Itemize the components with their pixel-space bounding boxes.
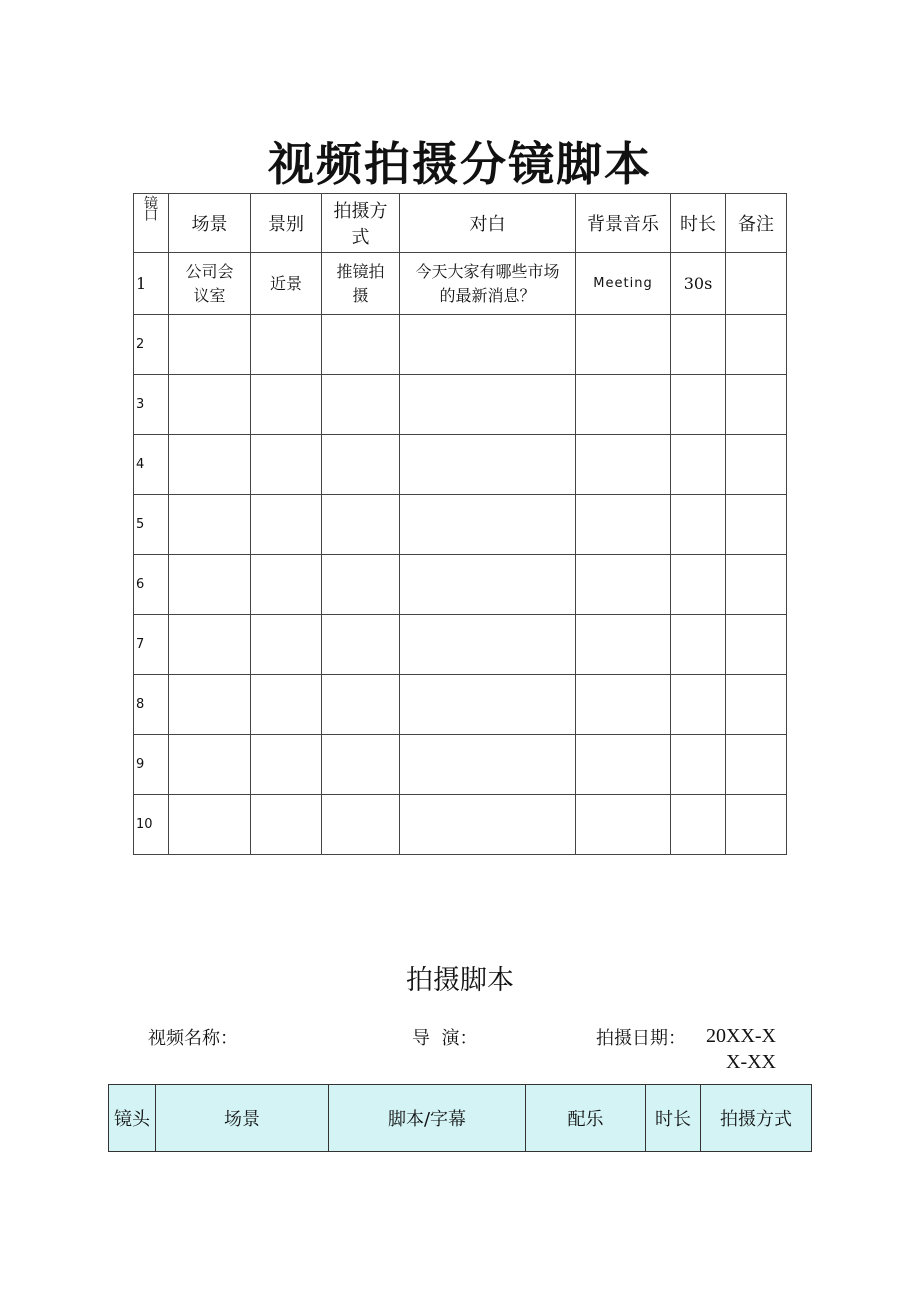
scene-cell [169,795,251,855]
header-scene: 场景 [169,194,251,253]
shot-number: 9 [134,735,169,795]
table-row [134,253,787,315]
dialogue-cell [400,555,576,615]
shot-size-cell [251,315,322,375]
notes-cell [726,555,787,615]
bgm-cell [576,615,671,675]
header-duration: 时长 [671,194,726,253]
header-camera-method: 拍摄方式 [701,1085,812,1152]
dialogue-cell [400,795,576,855]
director-label: 导 演： [412,1028,478,1049]
notes-cell [726,735,787,795]
header-duration: 时长 [646,1085,701,1152]
bgm-cell [576,495,671,555]
header-shot: 镜头 [109,1085,156,1152]
section-title: 拍摄脚本 [406,965,514,996]
header-shot: 镜 口 [134,194,169,253]
camera-method-cell [322,315,400,375]
notes-cell [726,435,787,495]
duration-cell [671,555,726,615]
scene-cell [169,615,251,675]
script-table [108,1084,812,1152]
table-row [134,615,787,675]
bgm-cell [576,795,671,855]
header-camera-method: 拍摄方式 [322,194,400,253]
shot-size-cell [251,495,322,555]
duration-cell [671,615,726,675]
shoot-date-value: 20XX-XX-XX [706,1025,776,1073]
table-row [134,675,787,735]
scene-cell [169,735,251,795]
shot-size-cell [251,435,322,495]
notes-cell [726,675,787,735]
scene-cell [169,675,251,735]
notes-cell [726,495,787,555]
duration-cell [671,315,726,375]
dialogue-cell [400,615,576,675]
camera-method-cell: 推镜拍摄 [322,253,400,315]
scene-cell: 公司会议室 [169,253,251,315]
dialogue-cell [400,315,576,375]
notes-cell [726,375,787,435]
notes-cell [726,795,787,855]
header-music: 配乐 [526,1085,646,1152]
duration-cell: 30s [671,253,726,315]
table-row [134,315,787,375]
shot-number: 4 [134,435,169,495]
dialogue-cell [400,735,576,795]
dialogue-cell [400,375,576,435]
notes-cell [726,615,787,675]
scene-cell [169,495,251,555]
duration-cell [671,435,726,495]
duration-cell [671,735,726,795]
bgm-cell [576,675,671,735]
shot-size-cell [251,735,322,795]
shoot-date-label: 拍摄日期： [596,1028,686,1049]
table-row [134,735,787,795]
shot-number: 8 [134,675,169,735]
shot-size-cell: 近景 [251,253,322,315]
duration-cell [671,375,726,435]
notes-cell [726,315,787,375]
notes-cell [726,253,787,315]
script-header-row [109,1085,812,1152]
table-row [134,795,787,855]
duration-cell [671,795,726,855]
table-row [134,495,787,555]
camera-method-cell [322,615,400,675]
shot-number: 1 [134,253,169,315]
bgm-cell [576,375,671,435]
dialogue-cell: 今天大家有哪些市场的最新消息？ [400,253,576,315]
shot-size-cell [251,615,322,675]
table-row [134,435,787,495]
shot-number: 2 [134,315,169,375]
dialogue-cell [400,435,576,495]
shot-size-cell [251,555,322,615]
camera-method-cell [322,555,400,615]
camera-method-cell [322,375,400,435]
camera-method-cell [322,495,400,555]
header-shot-size: 景别 [251,194,322,253]
scene-cell [169,375,251,435]
camera-method-cell [322,675,400,735]
table-row [134,375,787,435]
bgm-cell [576,315,671,375]
bgm-cell [576,735,671,795]
shot-number: 7 [134,615,169,675]
shot-number: 3 [134,375,169,435]
header-script-subtitle: 脚本/字幕 [329,1085,526,1152]
scene-cell [169,555,251,615]
shot-number: 6 [134,555,169,615]
duration-cell [671,495,726,555]
bgm-cell [576,435,671,495]
storyboard-header-row [134,194,787,253]
shot-size-cell [251,375,322,435]
video-name-label: 视频名称： [148,1028,238,1049]
scene-cell [169,315,251,375]
shot-number: 5 [134,495,169,555]
storyboard-table [133,193,787,855]
bgm-cell: Meeting [576,253,671,315]
shot-size-cell [251,795,322,855]
camera-method-cell [322,435,400,495]
header-scene: 场景 [156,1085,329,1152]
duration-cell [671,675,726,735]
header-bgm: 背景音乐 [576,194,671,253]
shot-size-cell [251,675,322,735]
header-dialogue: 对白 [400,194,576,253]
table-row [134,555,787,615]
scene-cell [169,435,251,495]
page-title: 视频拍摄分镜脚本 [268,137,652,191]
dialogue-cell [400,495,576,555]
camera-method-cell [322,735,400,795]
shot-number: 10 [134,795,169,855]
camera-method-cell [322,795,400,855]
header-notes: 备注 [726,194,787,253]
dialogue-cell [400,675,576,735]
bgm-cell [576,555,671,615]
